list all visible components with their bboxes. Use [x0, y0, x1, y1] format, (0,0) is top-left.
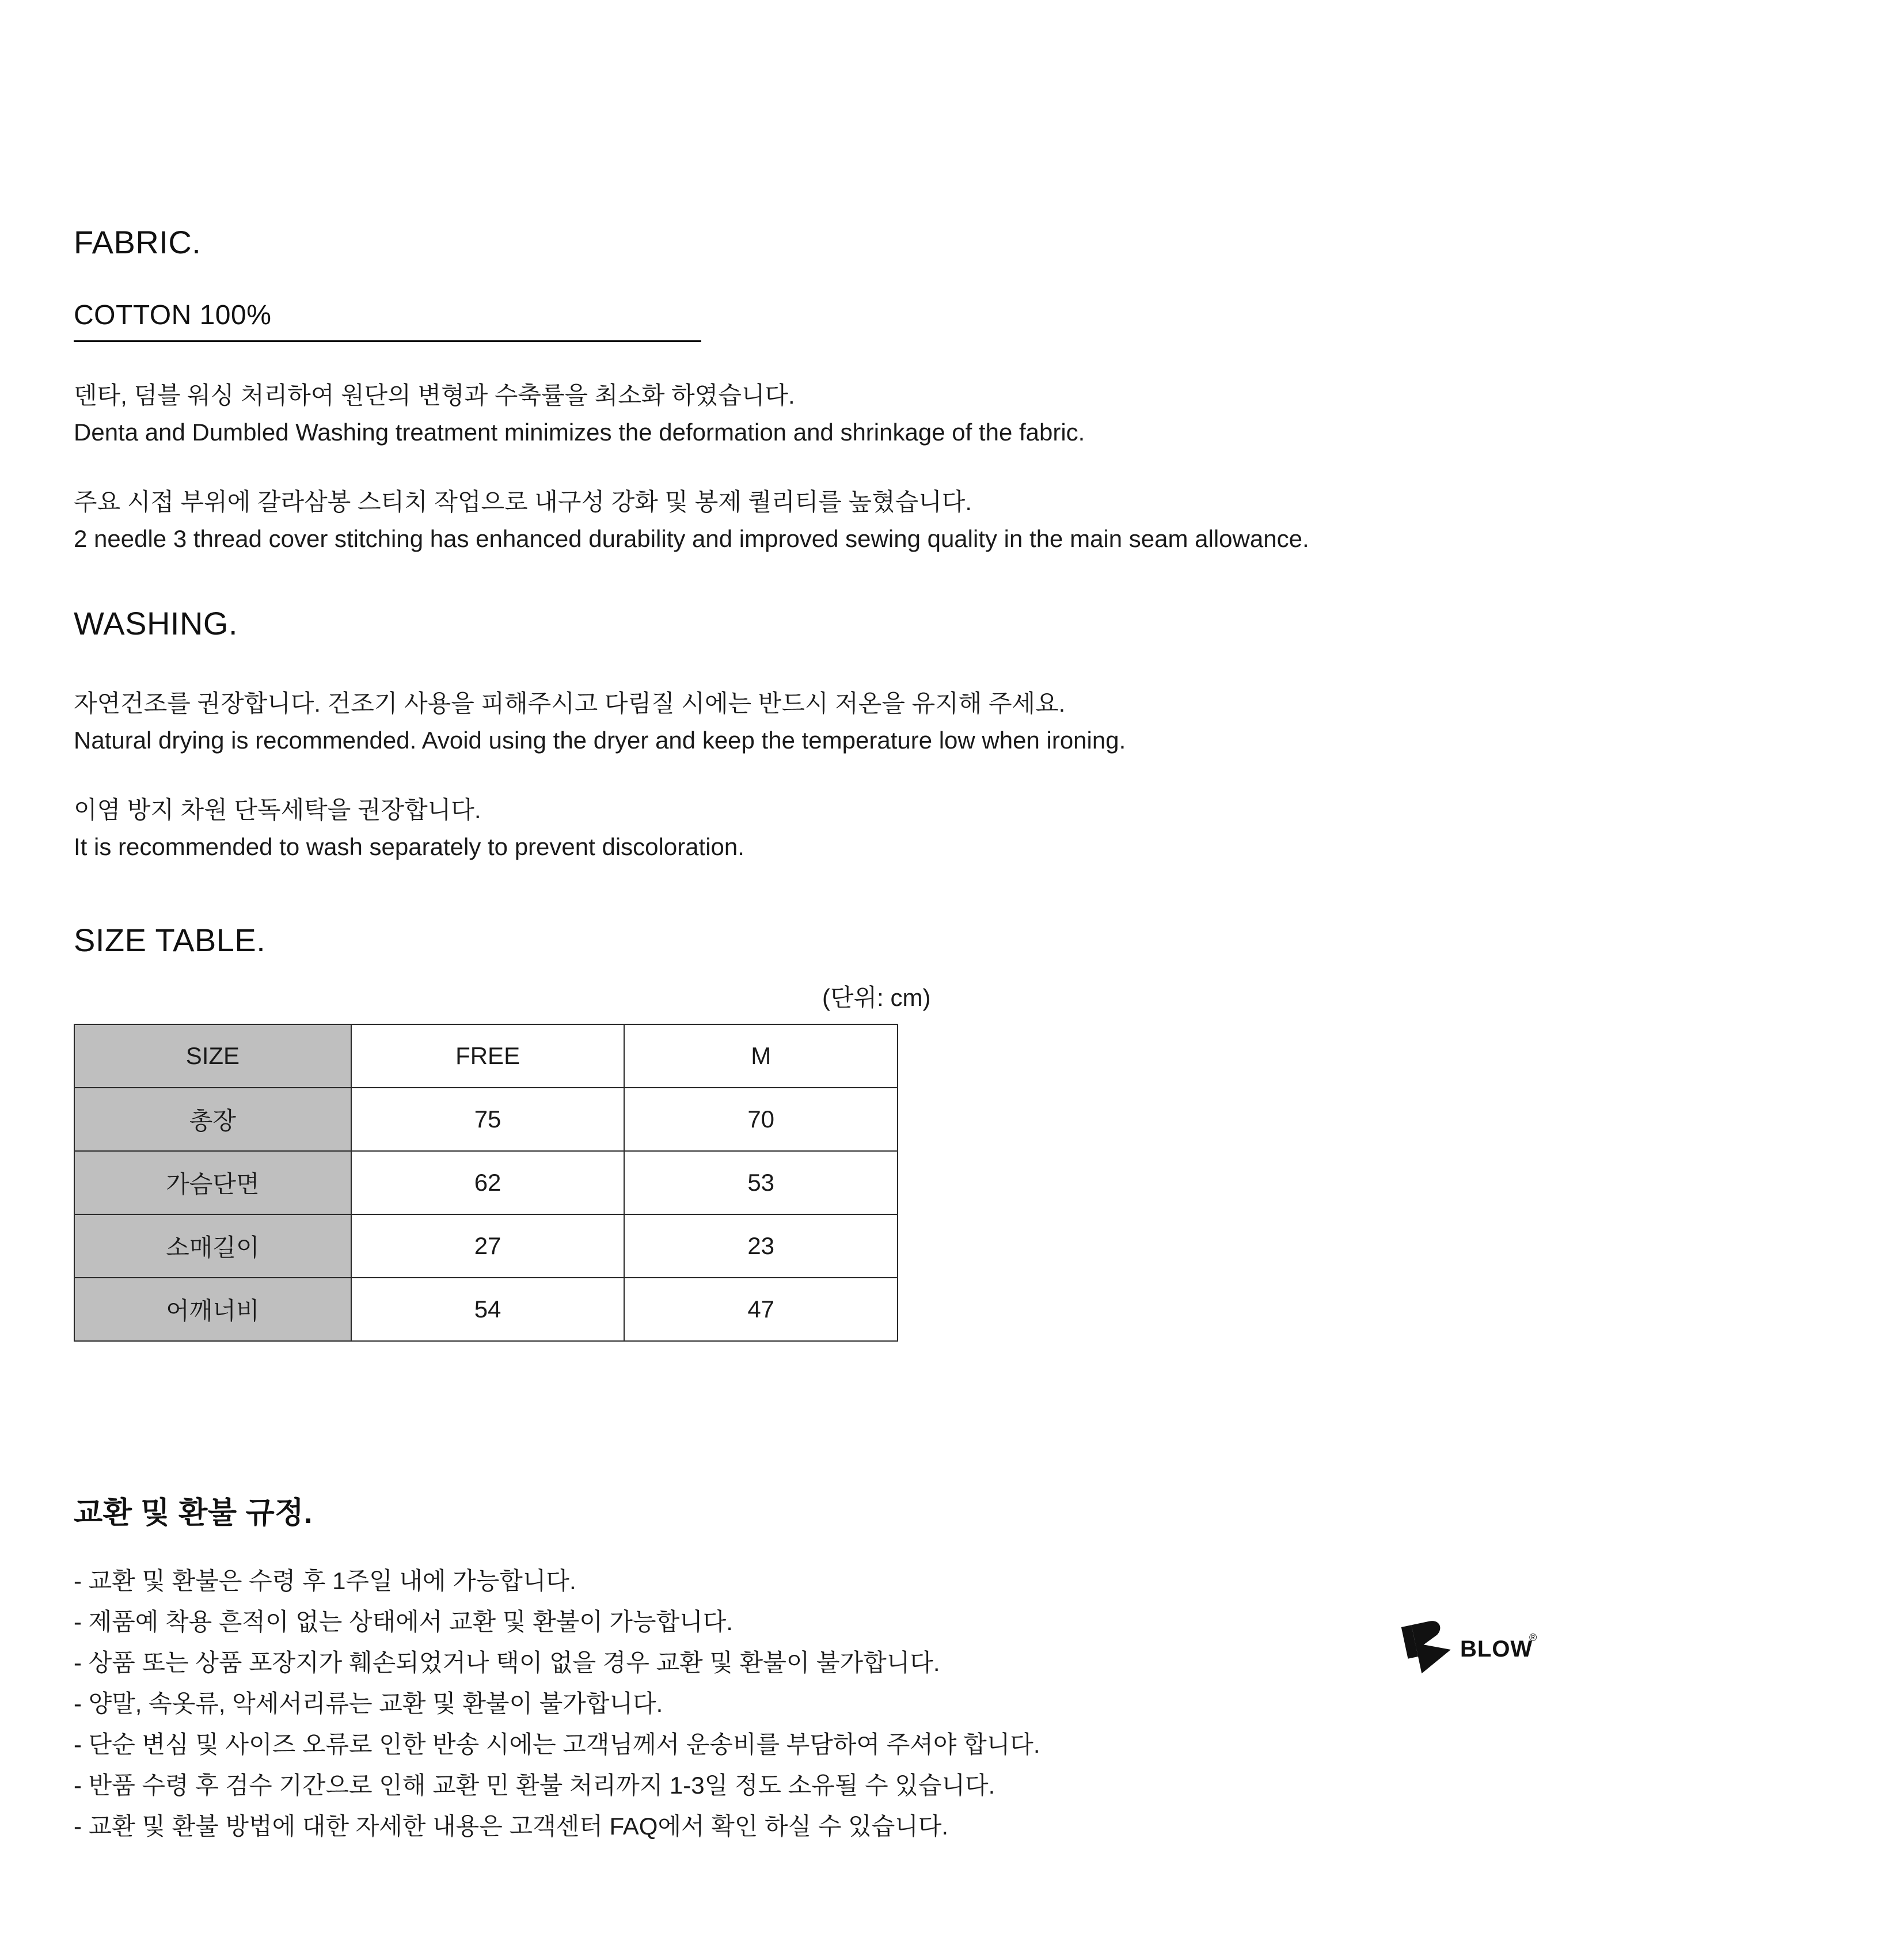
list-item: - 상품 또는 상품 포장지가 훼손되었거나 택이 없을 경우 교환 및 환불이 불가합니다. [74, 1649, 940, 1676]
brand-logo [1392, 1612, 1576, 1716]
fabric-material-label: COTTON 100% [74, 300, 272, 331]
fabric-paragraph-2 [74, 484, 1309, 557]
row-label: 소매길이 [74, 1214, 351, 1278]
list-item: - 양말, 속옷류, 악세서리류는 교환 및 환불이 불가합니다. [74, 1690, 663, 1717]
washing-paragraph-2-en: It is recommended to wash separately to prevent discoloration. [74, 833, 744, 860]
table-header-row [74, 1024, 898, 1088]
fabric-paragraph-2-en: 2 needle 3 thread cover stitching has enhanced durability and improved sewing quality in the main seam allowance. [74, 525, 1309, 552]
fabric-section-title: FABRIC. [74, 224, 202, 260]
list-item: - 반품 수령 후 검수 기간으로 인해 교환 민 환불 처리까지 1-3일 정도 소유될 수 있습니다. [74, 1772, 995, 1799]
size-table [74, 1024, 898, 1342]
fabric-paragraph-2-ko: 주요 시접 부위에 갈라삼봉 스티치 작업으로 내구성 강화 및 봉제 퀄리티를 높혔습니다. [74, 488, 972, 515]
washing-paragraph-1 [74, 685, 1126, 759]
list-item: - 단순 변심 및 사이즈 오류로 인한 반송 시에는 고객님께서 운송비를 부담하여 주셔야 합니다. [74, 1731, 1040, 1758]
fabric-paragraph-1-ko: 덴타, 덤블 워싱 처리하여 원단의 변형과 수축률을 최소화 하였습니다. [74, 382, 795, 409]
washing-paragraph-1-ko: 자연건조를 권장합니다. 건조기 사용을 피해주시고 다림질 시에는 반드시 저온을 유지해 주세요. [74, 690, 1066, 717]
row-value-m: 47 [624, 1278, 898, 1341]
table-row [74, 1088, 898, 1151]
fabric-paragraph-1-en: Denta and Dumbled Washing treatment minimizes the deformation and shrinkage of the fabric. [74, 419, 1085, 446]
fabric-paragraph-1 [74, 377, 1085, 451]
row-label: 어깨너비 [74, 1278, 351, 1341]
washing-section-title: WASHING. [74, 605, 238, 641]
row-label: 가슴단면 [74, 1151, 351, 1214]
table-header-free: FREE [351, 1024, 625, 1088]
row-value-free: 27 [351, 1214, 625, 1278]
table-row [74, 1278, 898, 1341]
list-item: - 제품예 착용 흔적이 없는 상태에서 교환 및 환불이 가능합니다. [74, 1608, 733, 1635]
row-value-m: 53 [624, 1151, 898, 1214]
list-item: - 교환 및 환불은 수령 후 1주일 내에 가능합니다. [74, 1567, 576, 1594]
list-item: - 교환 및 환불 방법에 대한 자세한 내용은 고객센터 FAQ에서 확인 하실 수 있습니다. [74, 1813, 949, 1840]
washing-paragraph-2-ko: 이염 방지 차원 단독세탁을 권장합니다. [74, 796, 481, 823]
size-table-unit-note: (단위: cm) [822, 984, 931, 1011]
row-value-free: 62 [351, 1151, 625, 1214]
row-value-m: 70 [624, 1088, 898, 1151]
washing-paragraph-2 [74, 792, 744, 865]
size-table-section-title: SIZE TABLE. [74, 922, 266, 958]
policy-list [74, 1560, 1040, 1847]
b-mark-icon [1392, 1612, 1576, 1716]
fabric-material-block [74, 299, 701, 342]
policy-section-title: 교환 및 환불 규정. [74, 1496, 313, 1530]
row-value-free: 54 [351, 1278, 625, 1341]
row-value-free: 75 [351, 1088, 625, 1151]
row-label: 총장 [74, 1088, 351, 1151]
table-row [74, 1151, 898, 1214]
brand-logo-text: BLOW [1460, 1636, 1533, 1662]
table-header-m: M [624, 1024, 898, 1088]
fabric-material-underline [74, 340, 701, 342]
washing-paragraph-1-en: Natural drying is recommended. Avoid using the dryer and keep the temperature low when ironing. [74, 727, 1126, 754]
table-header-size: SIZE [74, 1024, 351, 1088]
table-row [74, 1214, 898, 1278]
registered-trademark-icon: ® [1529, 1632, 1537, 1643]
row-value-m: 23 [624, 1214, 898, 1278]
